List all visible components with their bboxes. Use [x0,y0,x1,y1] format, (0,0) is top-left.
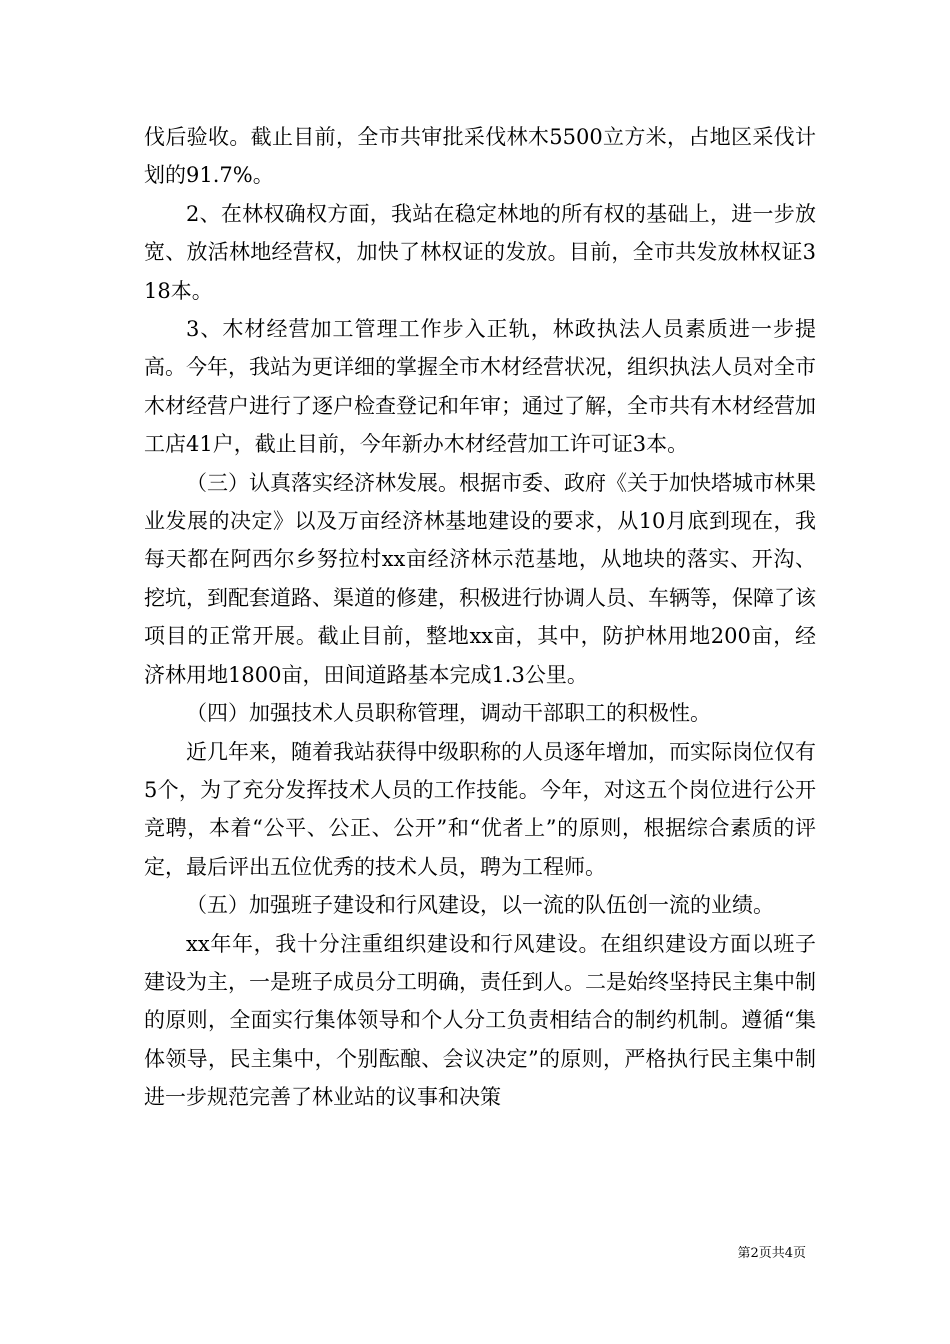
paragraph-4: （三）认真落实经济林发展。根据市委、政府《关于加快塔城市林果业发展的决定》以及万亩经济林基地建设的要求，从10月底到现在，我每天都在阿西尔乡努拉村xx亩经济林示范基地，从地块的落实、开沟、挖坑，到配套道路、渠道的修建，积极进行协调人员、车辆等，保障了该项目的正常开展。截止目前，整地xx亩，其中，防护林用地200亩，经济林用地1800亩，田间道路基本完成1.3公里。 [144,470,816,687]
paragraph-3: 3、木材经营加工管理工作步入正轨，林政执法人员素质进一步提高。今年，我站为更详细的掌握全市木材经营状况，组织执法人员对全市木材经营户进行了逐户检查登记和年审；通过了解，全市共有木材经营加工店41户，截止目前，今年新办木材经营加工许可证3本。 [144,317,816,457]
paragraph-1: 伐后验收。截止目前，全市共审批采伐林木5500立方米，占地区采伐计划的91.7%。 [144,125,816,188]
paragraph-2: 2、在林权确权方面，我站在稳定林地的所有权的基础上，进一步放宽、放活林地经营权，加快了林权证的发放。目前，全市共发放林权证318本。 [144,201,816,303]
paragraph-6: 近几年来，随着我站获得中级职称的人员逐年增加，而实际岗位仅有5个，为了充分发挥技术人员的工作技能。今年，对这五个岗位进行公开竞聘，本着“公平、公正、公开”和“优者上”的原则，根据综合素质的评定，最后评出五位优秀的技术人员，聘为工程师。 [144,739,816,879]
paragraph-8: xx年年，我十分注重组织建设和行风建设。在组织建设方面以班子建设为主，一是班子成员分工明确，责任到人。二是始终坚持民主集中制的原则，全面实行集体领导和个人分工负责相结合的制约机制。遵循“集体领导，民主集中，个别酝酿、会议决定”的原则，严格执行民主集中制进一步规范完善了林业站的议事和决策 [144,931,816,1110]
paragraph-5: （四）加强技术人员职称管理，调动干部职工的积极性。 [186,701,711,726]
paragraph-7: （五）加强班子建设和行风建设，以一流的队伍创一流的业绩。 [186,893,774,918]
page-number-footer: 第2页共4页 [737,1246,806,1261]
body-text [144,118,816,1117]
